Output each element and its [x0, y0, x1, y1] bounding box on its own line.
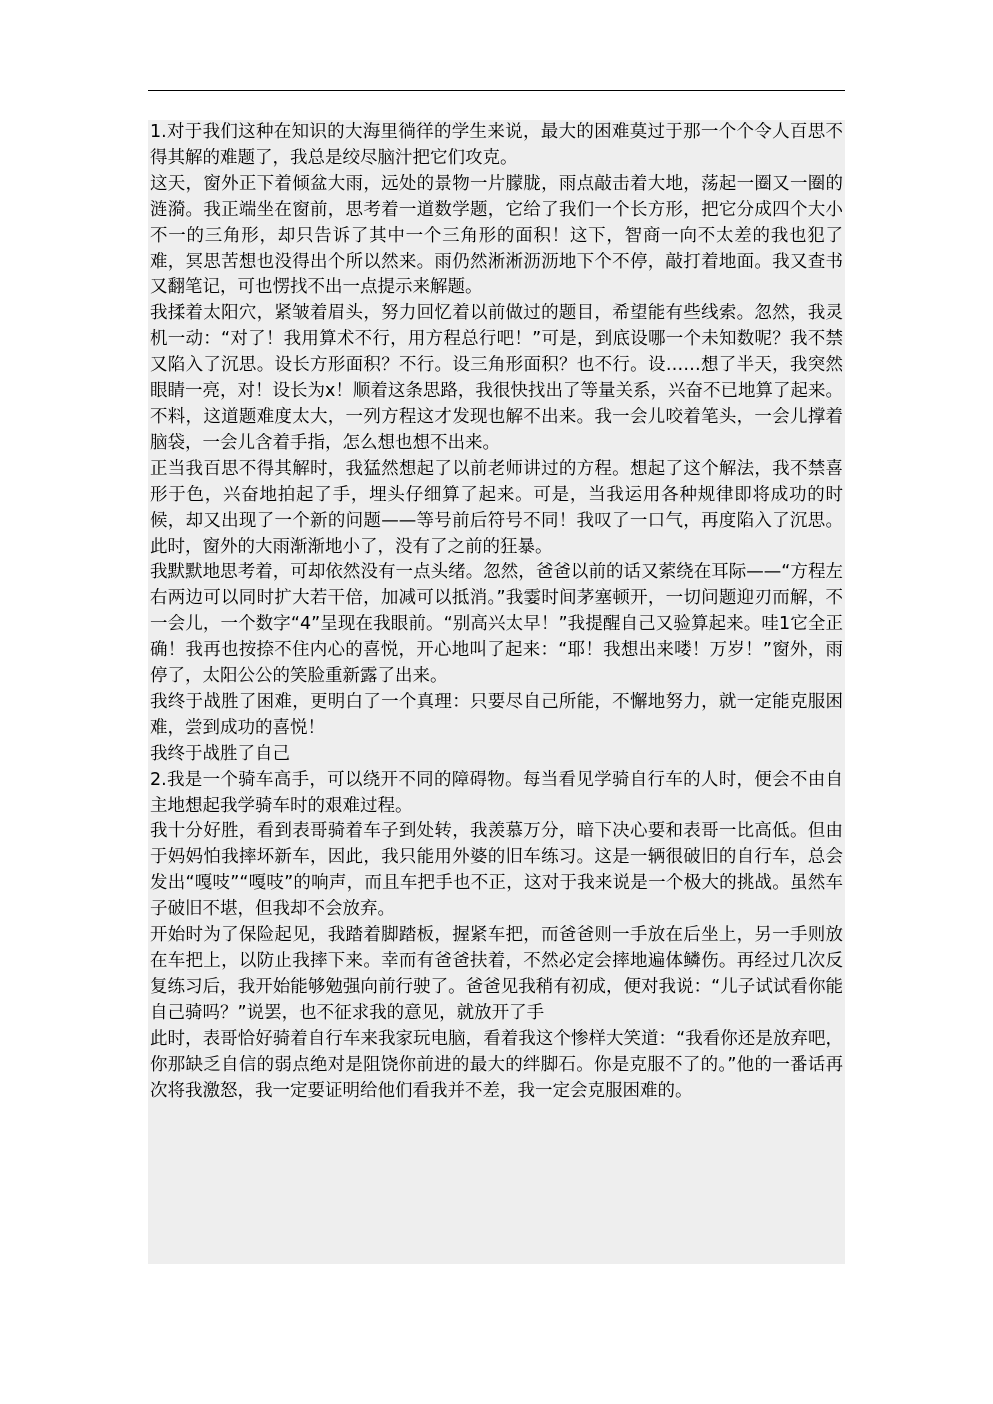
paragraph: 1.对于我们这种在知识的大海里徜徉的学生来说，最大的困难莫过于那一个个令人百思不得其解的难题了，我总是绞尽脑汁把它们攻克。 — [150, 122, 843, 168]
paragraph: 正当我百思不得其解时，我猛然想起了以前老师讲过的方程。想起了这个解法，我不禁喜形于色，兴奋地拍起了手，埋头仔细算了起来。可是，当我运用各种规律即将成功的时候，却又出现了一个新的问题——等号前后符号不同！我叹了一口气，再度陷入了沉思。此时，窗外的大雨渐渐地小了，没有了之前的狂暴。 — [150, 458, 843, 557]
paragraph: 我默默地思考着，可却依然没有一点头绪。忽然，爸爸以前的话又萦绕在耳际——“方程左右两边可以同时扩大若干倍，加减可以抵消。”我霎时间茅塞顿开，一切问题迎刃而解，不一会儿，一个数字“4”呈现在我眼前。“别高兴太早！”我提醒自己又验算起来。哇1它全正确！我再也按捺不住内心的喜悦，开心地叫了起来：“耶！我想出来喽！万岁！”窗外，雨停了，太阳公公的笑脸重新露了出来。 — [150, 562, 843, 687]
header-rule — [148, 90, 845, 91]
paragraph: 开始时为了保险起见，我踏着脚踏板，握紧车把，而爸爸则一手放在后坐上，另一手则放在车把上，以防止我摔下来。幸而有爸爸扶着，不然必定会摔地遍体鳞伤。再经过几次反复练习后，我开始能够勉强向前行驶了。爸爸见我稍有初成，便对我说：“儿子试试看你能自己骑吗？”说罢，也不征求我的意见，就放开了手 — [150, 925, 843, 1023]
paragraph: 2.我是一个骑车高手，可以绕开不同的障碍物。每当看见学骑自行车的人时，便会不由自主地想起我学骑车时的艰难过程。 — [150, 769, 843, 816]
paragraph: 我十分好胜，看到表哥骑着车子到处转，我羡慕万分，暗下决心要和表哥一比高低。但由于妈妈怕我摔坏新车，因此，我只能用外婆的旧车练习。这是一辆很破旧的自行车，总会发出“嘎吱”“嘎吱”的响声，而且车把手也不正，这对于我来说是一个极大的挑战。虽然车子破旧不堪，但我却不会放弃。 — [150, 821, 843, 920]
paragraph: 我终于战胜了困难，更明白了一个真理：只要尽自己所能，不懈地努力，就一定能克服困难，尝到成功的喜悦！ — [150, 691, 843, 738]
paragraph: 我揉着太阳穴，紧皱着眉头，努力回忆着以前做过的题目，希望能有些线索。忽然，我灵机一动：“对了！我用算术不行，用方程总行吧！”可是，到底设哪一个未知数呢？我不禁又陷入了沉思。设长方形面积？不行。设三角形面积？也不行。设……想了半天，我突然眼睛一亮，对！设长为x！顺着这条思路，我很快找出了等量关系，兴奋不已地算了起来。不料，这道题难度太大，一列方程这才发现也解不出来。我一会儿咬着笔头，一会儿撑着脑袋，一会儿含着手指，怎么想也想不出来。 — [150, 303, 843, 453]
paragraph: 这天，窗外正下着倾盆大雨，远处的景物一片朦胧，雨点敲击着大地，荡起一圈又一圈的涟漪。我正端坐在窗前，思考着一道数学题，它给了我们一个长方形，把它分成四个大小不一的三角形，却只告诉了其中一个三角形的面积！这下，智商一向不太差的我也犯了难，冥思苦想也没得出个所以然来。雨仍然淅淅沥沥地下个不停，敲打着地面。我又查书又翻笔记，可也愣找不出一点提示来解题。 — [150, 173, 843, 298]
paragraph: 此时，表哥恰好骑着自行车来我家玩电脑，看着我这个惨样大笑道：“我看你还是放弃吧，你那缺乏自信的弱点绝对是阻饶你前进的最大的绊脚石。你是克服不了的。”他的一番话再次将我激怒，我一定要证明给他们看我并不差，我一定会克服困难的。 — [150, 1028, 843, 1101]
paragraph: 我终于战胜了自己 — [150, 743, 290, 764]
document-body — [148, 120, 845, 1264]
